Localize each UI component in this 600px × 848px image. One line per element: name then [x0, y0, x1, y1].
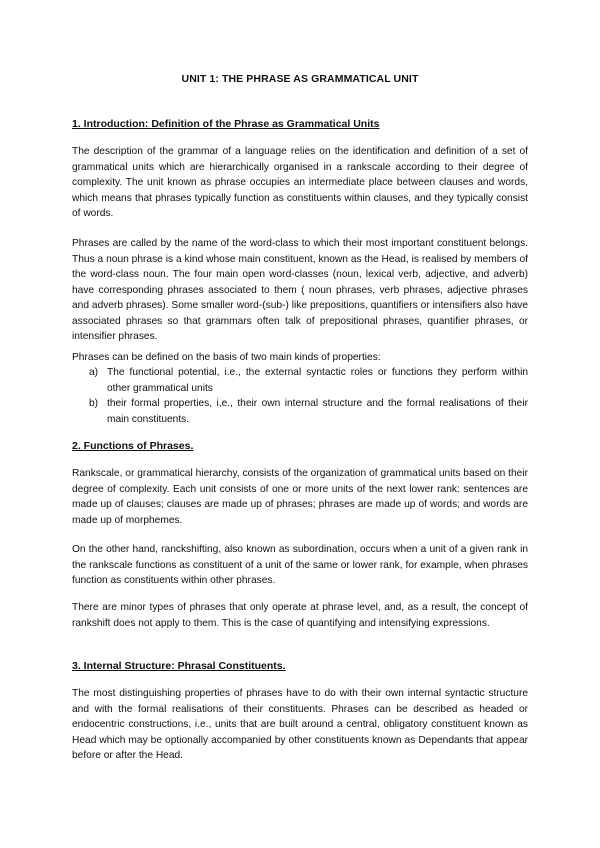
section-2-heading: 2. Functions of Phrases.	[72, 440, 194, 452]
document-title: UNIT 1: THE PHRASE AS GRAMMATICAL UNIT	[181, 73, 419, 85]
list-item	[72, 365, 528, 396]
section-2-paragraph-1: Rankscale, or grammatical hierarchy, consists of the organization of grammatical units based on their degree of complexity. Each unit consists of one or more units of the next lower rank: sentences are made up of clauses; clauses are made up of phrases; phrases are made up of words; and words are made up of morphemes.	[72, 468, 528, 526]
section-1-paragraph-1: The description of the grammar of a language relies on the identification and definition of a set of grammatical units which are hierarchically organised in a rankscale according to their degree of complexity. The unit known as phrase occupies an intermediate place between clauses and words, which means that phrases typically function as constituents within clauses, and they typically consist of words.	[72, 146, 528, 219]
section-3-paragraph-1: The most distinguishing properties of phrases have to do with their own internal syntactic structure and with the formal realisations of their constituents. Phrases can be described as headed or endocentric constructions, i.e., units that are built around a central, obligatory constituent known as Head which may be optionally accompanied by other constituents known as Dependants that appear before or after the Head.	[72, 688, 528, 761]
list-item-text: The functional potential, i.e., the external syntactic roles or functions they perform within other grammatical units	[107, 367, 528, 394]
properties-list	[72, 365, 528, 427]
list-marker: b)	[89, 398, 99, 409]
list-item	[72, 396, 528, 427]
section-3-heading: 3. Internal Structure: Phrasal Constituents.	[72, 660, 286, 672]
section-2-paragraph-2: On the other hand, ranckshifting, also known as subordination, occurs when a unit of a given rank in the rankscale functions as constituent of a unit of the same or lower rank, for example, when phrases function as constituents within other phrases.	[72, 544, 528, 586]
list-item-text: their formal properties, i,e., their own internal structure and the formal realisations of their main constituents.	[107, 398, 528, 425]
section-1-paragraph-3: Phrases can be defined on the basis of two main kinds of properties:	[72, 352, 381, 363]
section-1-heading: 1. Introduction: Definition of the Phrase as Grammatical Units	[72, 118, 380, 130]
list-marker: a)	[89, 367, 99, 378]
section-1-paragraph-2: Phrases are called by the name of the word-class to which their most important constituent belongs. Thus a noun phrase is a kind whose main constituent, known as the Head, is realised by members of the word-class noun. The four main open word-classes (noun, lexical verb, adjective, and adverb) have corresponding phrases associated to them ( noun phrases, verb phrases, adjective phrases and adverb phrases). Some smaller word-(sub-) like prepositions, quantifiers or intensifiers also have associated phrases so that grammars often talk of prepositional phrases, quantifier phrases, or intensifier phrases.	[72, 238, 528, 342]
section-2-paragraph-3: There are minor types of phrases that only operate at phrase level, and, as a result, the concept of rankshift does not apply to them. This is the case of quantifying and intensifying expressions.	[72, 602, 528, 629]
